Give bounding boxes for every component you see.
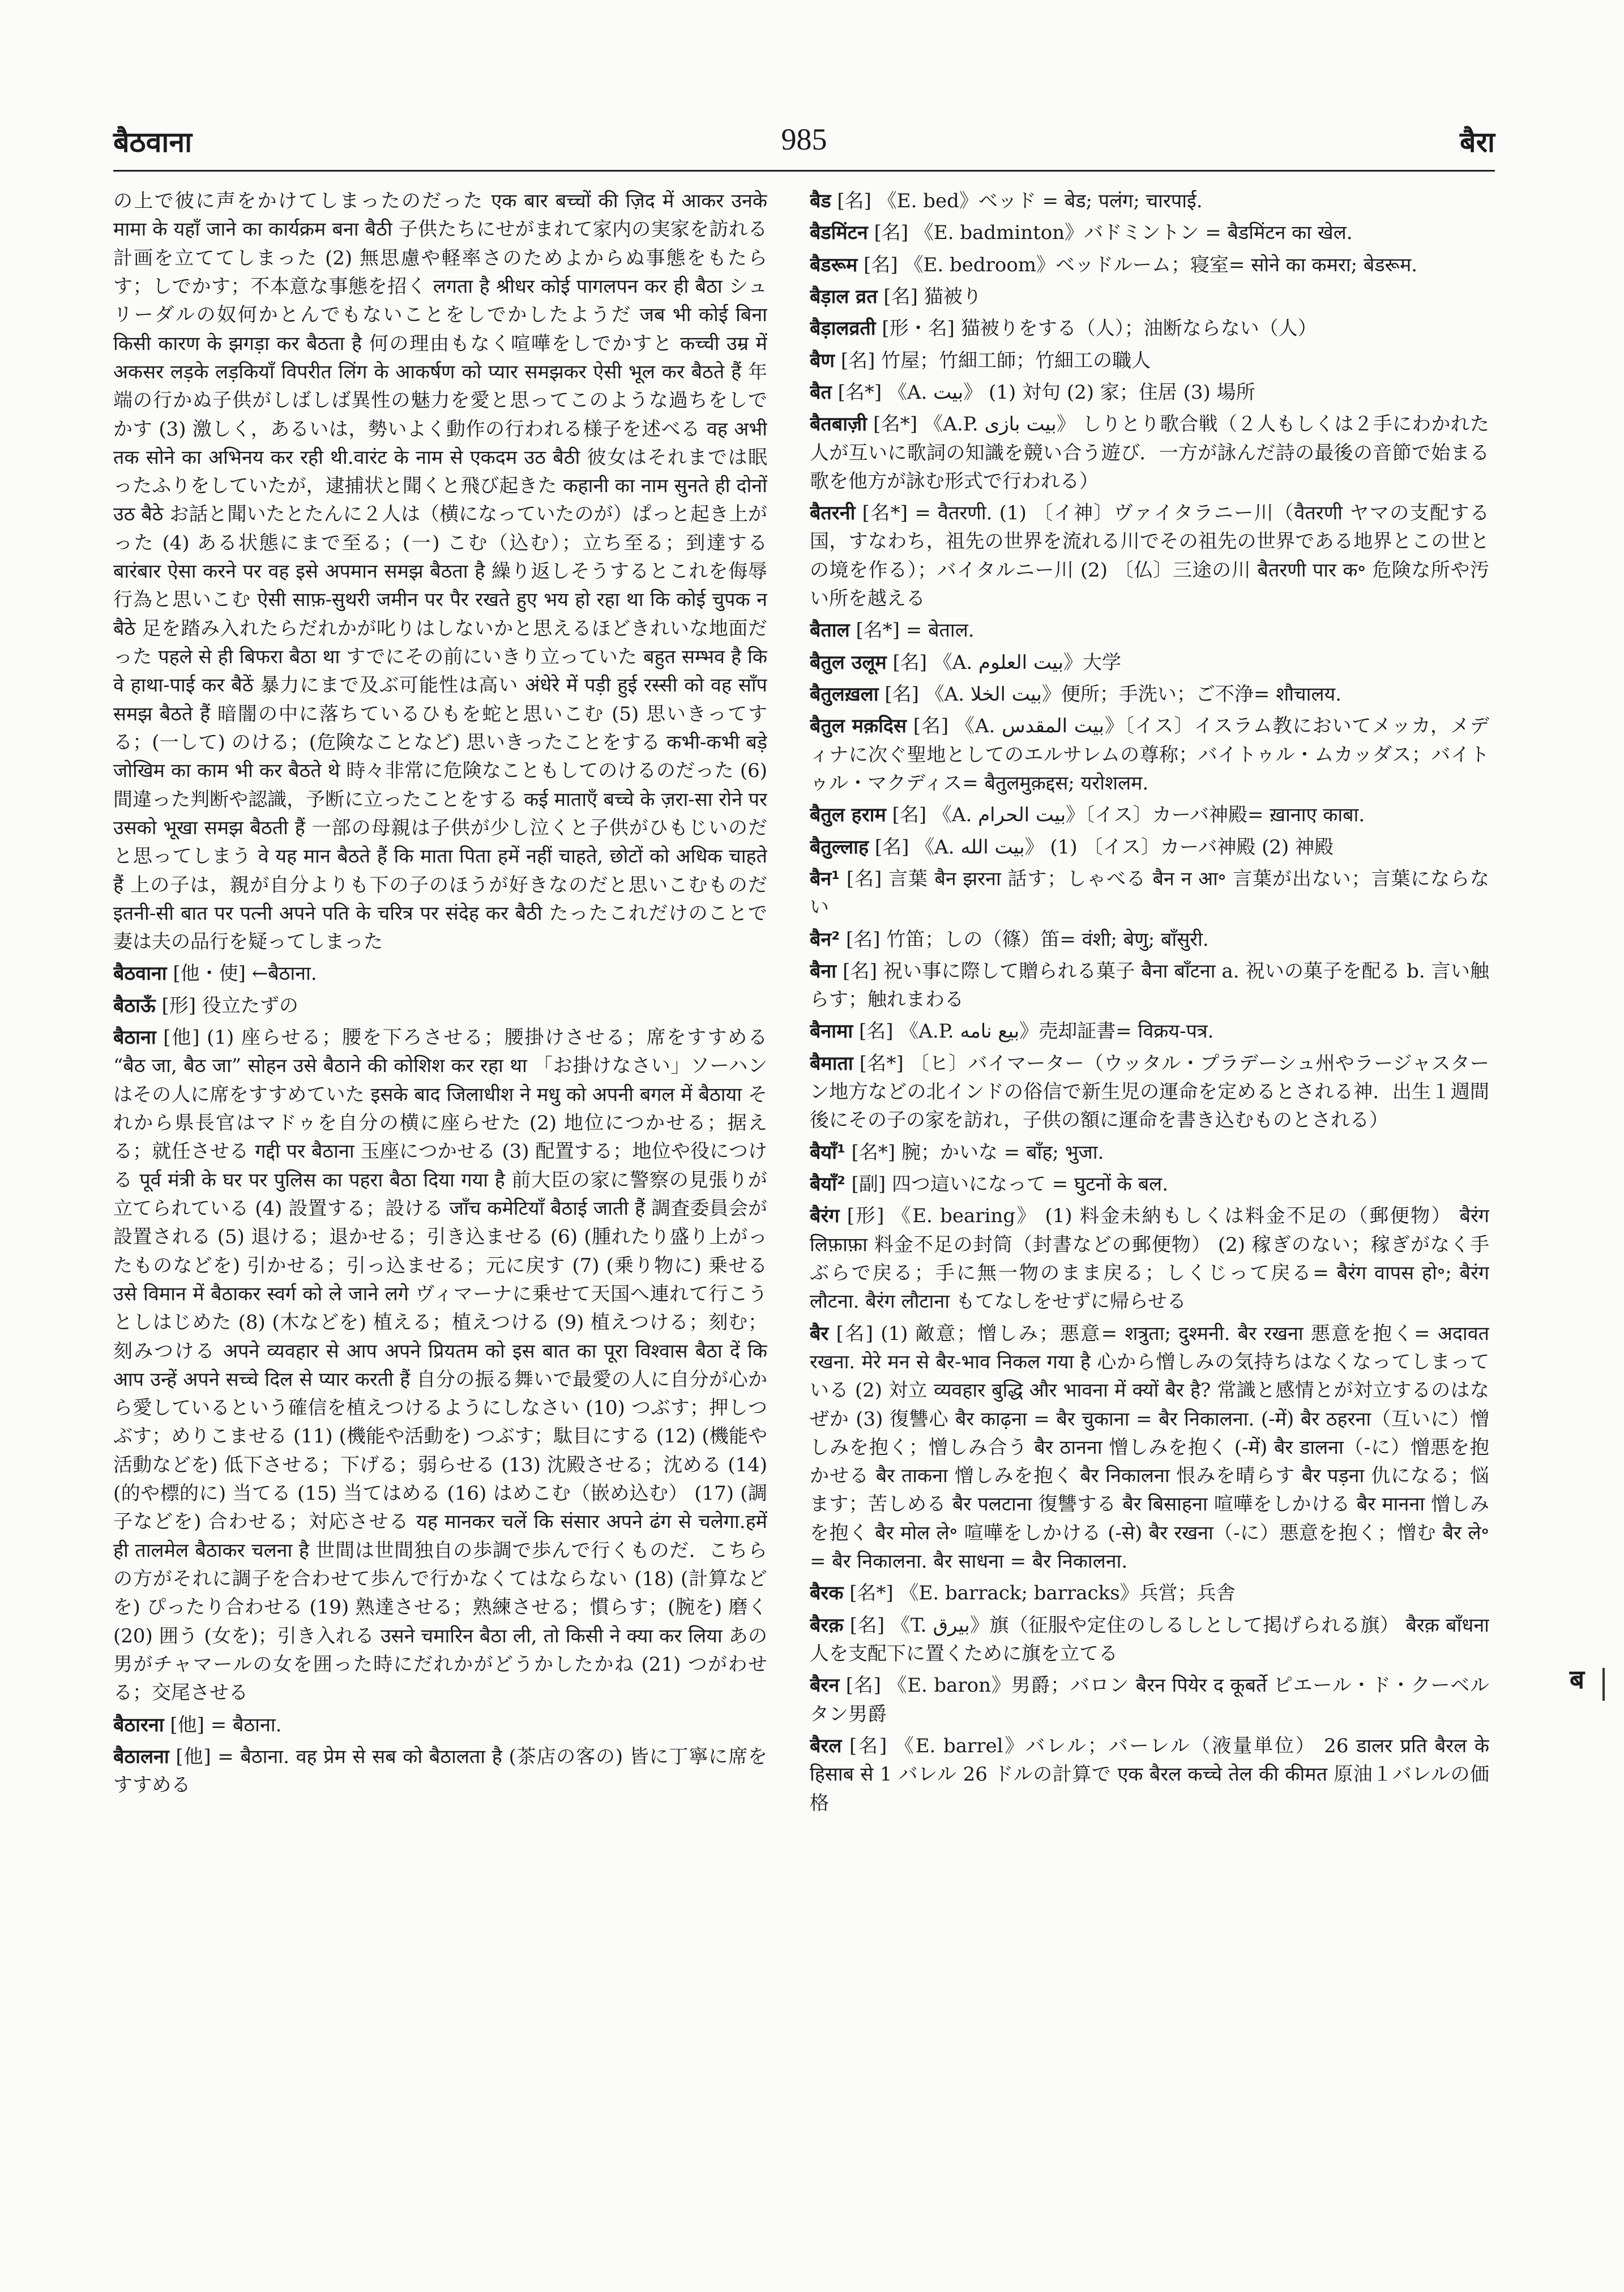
entry-headword: बैरक xyxy=(810,1582,844,1605)
entry-headword: बैठाना xyxy=(113,1026,156,1049)
page-header xyxy=(113,122,1495,167)
entry-body: [形・名] 猫被りをする（人）；油断ならない（人） xyxy=(882,317,1317,340)
entry-headword: बैन² xyxy=(810,928,840,951)
entry-headword: बैरन xyxy=(810,1674,840,1697)
entry-headword: बैरक़ xyxy=(810,1614,844,1637)
entry-body: [名] 《E. badminton》バドミントン = बैडमिंटन का खेल. xyxy=(874,221,1353,245)
entry-body: [形] 役立たずの xyxy=(161,994,298,1017)
entry-body: [名*] 〔ヒ〕バイマーター（ウッタル・プラデーシュ州やラージャスターン地方などの北インドの俗信で新生児の運命を定めるとされる神．出生１週間後にその子の家を訪れ，子供の額に運命を書き込むものとされる） xyxy=(810,1052,1489,1132)
dictionary-entry xyxy=(113,959,767,988)
entry-body: の上で彼に声をかけてしまったのだった एक बार बच्चों की ज़िद में आकर उनके मामा के यहाँ जाने का कार्यक्रम बना बैठी 子供たちにせがまれて家内の実家を訪れる計画を立ててしまった (2) 無思慮や軽率さのためよからぬ事態をもたらす；しでかす；不本意な事態を招く लगता है श्रीधर कोई पागलपन कर ही बैठा シュリーダルの奴何かとんでもないことをしでかしたようだ जब भी कोई बिना किसी कारण के झगड़ा कर बैठता है 何の理由もなく喧嘩をしでかすと कच्ची उम्र में अकसर लड़के लड़कियाँ विपरीत लिंग के आकर्षण को प्यार समझकर ऐसी भूल कर बैठते हैं 年端の行かぬ子供がしばしば異性の魅力を愛と思ってこのような過ちをしでかす (3) 激しく，あるいは，勢いよく動作の行われる様子を述べる वह अभी तक सोने का अभिनय कर रही थी.वारंट के नाम से एकदम उठ बैठी 彼女はそれまでは眠ったふりをしていたが，逮捕状と聞くと飛び起きた कहानी का नाम सुनते ही दोनों उठ बैठे お話と聞いたとたんに２人は（横になっていたのが）ぱっと起き上がった (4) ある状態にまで至る；(一) こむ（込む）；立ち至る；到達する बारंबार ऐसा करने पर वह इसे अपमान समझ बैठता है 繰り返しそうするとこれを侮辱行為と思いこむ ऐसी साफ़-सुथरी जमीन पर पैर रखते हुए भय हो रहा था कि कोई चुपक न बैठे 足を踏み入れたらだれかが叱りはしないかと思えるほどきれいな地面だった पहले से ही बिफरा बैठा था すでにその前にいきり立っていた बहुत सम्भव है कि वे हाथा-पाई कर बैठें 暴力にまで及ぶ可能性は高い अंधेरे में पड़ी हुई रस्सी को वह साँप समझ बैठते हैं 暗闇の中に落ちているひもを蛇と思いこむ (5) 思いきってする；(一して) のける；(危険なことなど) 思いきったことをする कभी-कभी बड़े जोखिम का काम भी कर बैठते थे 時々非常に危険なこともしてのけるのだった (6) 間違った判断や認識，予断に立ったことをする कई माताएँ बच्चे के ज़रा-सा रोने पर उसको भूखा समझ बैठती हैं 一部の母親は子供が少し泣くと子供がひもじいのだと思ってしまう वे यह मान बैठते हैं कि माता पिता हमें नहीं चाहते, छोटों को अधिक चाहते हैं 上の子は，親が自分よりも下の子のほうが好きなのだと思いこむものだ इतनी-सी बात पर पत्नी अपने पति के चरित्र पर संदेह कर बैठी たったこれだけのことで妻は夫の品行を疑ってしまった xyxy=(113,190,767,954)
header-rule xyxy=(113,170,1495,172)
entry-headword: बैतुल हराम xyxy=(810,804,886,827)
entry-body: [名] 《A. بيت العلوم》大学 xyxy=(892,651,1122,674)
entry-headword: बैर xyxy=(810,1322,829,1345)
dictionary-entry xyxy=(810,865,1489,922)
entry-headword: बैतुल्लाह xyxy=(810,835,869,859)
dictionary-entry xyxy=(810,347,1489,375)
dictionary-entry xyxy=(810,499,1489,613)
dictionary-entry xyxy=(810,925,1489,954)
dictionary-entry xyxy=(810,680,1489,708)
entry-headword: बैतुल उलूम xyxy=(810,651,887,674)
entry-headword: बैण xyxy=(810,349,835,372)
entry-body: [副] 四つ這いになって = घुटनों के बल. xyxy=(851,1173,1169,1196)
entry-headword: बैतरनी xyxy=(810,502,856,525)
entry-headword: बैतुलख़ला xyxy=(810,683,879,706)
dictionary-entry xyxy=(810,616,1489,645)
dictionary-entry xyxy=(810,648,1489,677)
dictionary-entry xyxy=(810,1202,1489,1316)
dictionary-entry xyxy=(810,1170,1489,1198)
section-tab-rule xyxy=(1602,1668,1605,1701)
entry-headword: बैरंग xyxy=(810,1205,840,1228)
dictionary-entry xyxy=(810,314,1489,343)
entry-headword: बैठवाना xyxy=(113,962,167,985)
entry-headword: बैयाँ¹ xyxy=(810,1141,845,1164)
dictionary-entry xyxy=(810,1671,1489,1728)
dictionary-entry xyxy=(810,251,1489,279)
entry-body: [名] 《A. بيت الحرام》〔イス〕カーバ神殿= ख़ानाए काबा. xyxy=(892,804,1365,827)
entry-body: [他・使] ←बैठाना. xyxy=(173,962,317,985)
entry-body: [名*] = वैतरणी. (1) 〔イ神〕ヴァイタラニー川（वैतरणी ヤマの支配する国，すなわち，祖先の世界を流れる川でその祖先の世界である地界とこの世との境を作る）；バイタルニー川 (2) 〔仏〕三途の川 बैतरणी पार क॰ 危険な所や汚い所を越える xyxy=(810,502,1489,611)
entry-body: [名*] 《E. barrack; barracks》兵営；兵舎 xyxy=(849,1582,1236,1605)
entry-headword: बैडरूम xyxy=(810,253,858,276)
entry-body: [名] 竹笛；しの（篠）笛= वंशी; बेणु; बाँसुरी. xyxy=(846,928,1209,951)
entry-headword: बैना xyxy=(810,959,837,983)
entry-body: [名] 《E. bed》ベッド = बेड; पलंग; चारपाई. xyxy=(837,190,1203,212)
dictionary-entry xyxy=(113,1711,767,1739)
dictionary-entry xyxy=(810,187,1489,215)
dictionary-entry xyxy=(810,712,1489,797)
dictionary-entry xyxy=(810,219,1489,247)
entry-headword: बैड xyxy=(810,190,831,212)
entry-headword: बैठालना xyxy=(113,1745,169,1768)
dictionary-entry xyxy=(810,1611,1489,1668)
left-guide-word: बैठवाना xyxy=(113,126,193,159)
entry-headword: बैमाता xyxy=(810,1052,853,1075)
dictionary-entry xyxy=(810,283,1489,311)
dictionary-entry xyxy=(810,1017,1489,1045)
entry-body: [名] 祝い事に際して贈られる菓子 बैना बाँटना a. 祝いの菓子を配る b. 言い触らす；触れまわる xyxy=(810,959,1489,1011)
entry-body: [名*] 《A. بيت》 (1) 対句 (2) 家；住居 (3) 場所 xyxy=(837,381,1255,404)
entry-headword: बैड़ाल व्रत xyxy=(810,285,878,308)
entry-headword: बैयाँ² xyxy=(810,1173,845,1196)
dictionary-entry xyxy=(113,1023,767,1708)
right-guide-word: बैरा xyxy=(1460,126,1495,159)
right-column xyxy=(810,187,1489,2237)
entry-headword: बैनामा xyxy=(810,1020,853,1043)
entry-body: [名] 《E. bedroom》ベッドルーム；寝室= सोने का कमरा; बेडरूम. xyxy=(864,253,1418,276)
entry-body: [名*] = बेताल. xyxy=(856,619,975,642)
entry-headword: बैड़ालव्रती xyxy=(810,317,876,340)
entry-body: [名] 竹屋；竹細工師；竹細工の職人 xyxy=(840,349,1151,372)
entry-body: [名] (1) 敵意；憎しみ；悪意= शत्रुता; दुश्मनी. बैर रखना 悪意を抱く= अदावत रखना. मेरे मन से बैर-भाव निकल गया है 心から憎しみの気持ちはなくなってしまっている (2) 対立 व्यवहार बुद्धि और भावना में क्यों बैर है? 常識と感情とが対立するのはなぜか (3) 復讐心 बैर काढ़ना = बैर चुकाना = बैर निकालना. (-में) बैर ठहरना（互いに）憎しみを抱く；憎しみ合う बैर ठानना 憎しみを抱く (-में) बैर डालना（-に）憎悪を抱かせる बैर ताकना 憎しみを抱く बैर निकालना 恨みを晴らす बैर पड़ना 仇になる；悩ます；苦しめる बैर पलटाना 復讐する बैर बिसाहना 喧嘩をしかける बैर मानना 憎しみを抱く बैर मोल ले॰ 喧嘩をしかける (-से) बैर रखना（-に）悪意を抱く；憎む बैर ले॰ = बैर निकालना. बैर साधना = बैर निकालना. xyxy=(810,1322,1489,1573)
dictionary-entry xyxy=(113,992,767,1020)
dictionary-entry xyxy=(810,1049,1489,1135)
entry-headword: बैतुल मक़दिस xyxy=(810,715,907,738)
dictionary-entry xyxy=(810,410,1489,496)
entry-body: [他] = बैठाना. xyxy=(170,1713,282,1736)
entry-body: [名] 《A.P. بيع نامه》売却証書= विक्रय-पत्र. xyxy=(859,1020,1214,1043)
entry-body: [名] 《T. بيرق》旗（征服や定住のしるしとして掲げられる旗） बैरक़ बाँधना 人を支配下に置くために旗を立てる xyxy=(810,1614,1489,1665)
entry-body: [名] 《A. بيت الله》 (1) 〔イス〕カーバ神殿 (2) 神殿 xyxy=(874,835,1334,859)
entry-headword: बैतबाज़ी xyxy=(810,413,867,436)
entry-body: [名] 《E. barrel》バレル；バーレル（液量単位） 26 डालर प्रति बैरल के हिसाब से 1 バレル 26 ドルの計算で एक बैरल कच्चे तेल की कीमत 原油１バレルの価格 xyxy=(810,1734,1489,1815)
entry-headword: बैठाऊँ xyxy=(113,994,156,1017)
entry-body: [名] 《E. baron》男爵；バロン बैरन पियेर द कूबर्ते ピエール・ド・クーベルタン男爵 xyxy=(810,1674,1489,1726)
dictionary-entry xyxy=(810,957,1489,1014)
dictionary-entry xyxy=(810,833,1489,861)
dictionary-entry xyxy=(810,1732,1489,1817)
entry-body: [名] 猫被り xyxy=(883,285,982,308)
entry-body: [名*] 《A.P. بيت بازى》 しりとり歌合戦（２人もしくは２手にわかれた人が互いに歌詞の知識を競い合う遊び．一方が詠んだ詩の最後の音節で始まる歌を他方が詠む形式で行われる） xyxy=(810,413,1489,493)
entry-headword: बैडमिंटन xyxy=(810,221,868,245)
dictionary-entry xyxy=(113,187,767,956)
entry-body: [他] (1) 座らせる；腰を下ろさせる；腰掛けさせる；席をすすめる “बैठ जा, बैठ जा” सोहन उसे बैठाने की कोशिश कर रहा था 「お掛けなさい」ソーハンはその人に席をすすめていた इसके बाद जिलाधीश ने मधु को अपनी बगल में बैठाया それから県長官はマドゥを自分の横に座らせた (2) 地位につかせる；据える；就任させる गद्दी पर बैठाना 玉座につかせる (3) 配置する；地位や役につける पूर्व मंत्री के घर पर पुलिस का पहरा बैठा दिया गया है 前大臣の家に警察の見張りが立てられている (4) 設置する；設ける जाँच कमेटियाँ बैठाई जाती हैं 調査委員会が設置される (5) 退ける；退かせる；引き込ませる (6) (腫れたり盛り上がったものなどを) 引かせる；引っ込ませる；元に戻す (7) (乗り物に) 乗せる उसे विमान में बैठाकर स्वर्ग को ले जाने लगे ヴィマーナに乗せて天国へ連れて行こうとしはじめた (8) (木などを) 植える；植えつける (9) 植えつける；刻む；刻みつける अपने व्यवहार से आप अपने प्रियतम को इस बात का पूरा विश्वास बैठा दें कि आप उन्हें अपने सच्चे दिल से प्यार करती हैं 自分の振る舞いで最愛の人に自分が心から愛しているという確信を植えつけるようにしなさい (10) つぶす；押しつぶす；めりこませる (11) (機能や活動を) つぶす；駄目にする (12) (機能や活動などを) 低下させる；下げる；弱らせる (13) 沈殿させる；沈める (14) (的や標的に) 当てる (15) 当てはめる (16) はめこむ（嵌め込む） (17) (調子などを) 合わせる；対応させる यह मानकर चलें कि संसार अपने ढंग से चलेगा.हमें ही तालमेल बैठाकर चलना है 世間は世間独自の歩調で歩んで行くものだ．こちらの方がそれに調子を合わせて歩んで行かなくてはならない (18) (計算などを) ぴったり合わせる (19) 熟達させる；熟練させる；慣らす；(腕を) 磨く (20) 囲う (女を)；引き入れる उसने चमारिन बैठा ली, तो किसी ने क्या कर लिया あの男がチャマールの女を囲った時にだれかがどうかしたかね (21) つがわせる；交尾させる xyxy=(113,1026,767,1705)
entry-headword: बैठारना xyxy=(113,1713,164,1736)
entry-body: [名] 《A. بيت المقدس》〔イス〕イスラム教においてメッカ，メディナに次ぐ聖地としてのエルサレムの尊称；バイトゥル・ムカッダス；バイトゥル・マクディス= बैतुलमुक़द्दस; यरोशलम. xyxy=(810,715,1489,795)
entry-body: [形] 《E. bearing》 (1) 料金未納もしくは料金不足の（郵便物） बैरंग लिफ़ाफ़ा 料金不足の封筒（封書などの郵便物） (2) 稼ぎのない；稼ぎがなく手ぶらで戻る；手に無一物のまま戻る；しくじって戻る= बैरंग वापस हो॰; बैरंग लौटना. बैरंग लौटाना もてなしをせずに帰らせる xyxy=(810,1205,1489,1313)
dictionary-entry xyxy=(810,378,1489,407)
entry-body: [名] 《A. بيت الخلا》便所；手洗い；ご不浄= शौचालय. xyxy=(884,683,1342,706)
entry-headword: बैन¹ xyxy=(810,867,840,890)
entry-headword: बैत xyxy=(810,381,832,404)
dictionary-entry xyxy=(810,801,1489,829)
entry-headword: बैरल xyxy=(810,1734,842,1757)
section-letter-tab: ब xyxy=(1569,1664,1585,1695)
entry-body: [名*] 腕；かいな = बाँह; भुजा. xyxy=(851,1141,1104,1164)
entry-headword: बैताल xyxy=(810,619,850,642)
dictionary-entry xyxy=(113,1743,767,1800)
left-column xyxy=(113,187,767,2237)
page-number: 985 xyxy=(781,122,827,156)
entry-body: [名] 言葉 बैन झरना 話す；しゃべる बैन न आ॰ 言葉が出ない；言葉にならない xyxy=(810,867,1489,919)
dictionary-entry xyxy=(810,1138,1489,1167)
entry-body: [他] = बैठाना. वह प्रेम से सब को बैठालता है (茶店の客の) 皆に丁寧に席をすすめる xyxy=(113,1745,767,1797)
dictionary-entry xyxy=(810,1320,1489,1576)
dictionary-entry xyxy=(810,1579,1489,1607)
